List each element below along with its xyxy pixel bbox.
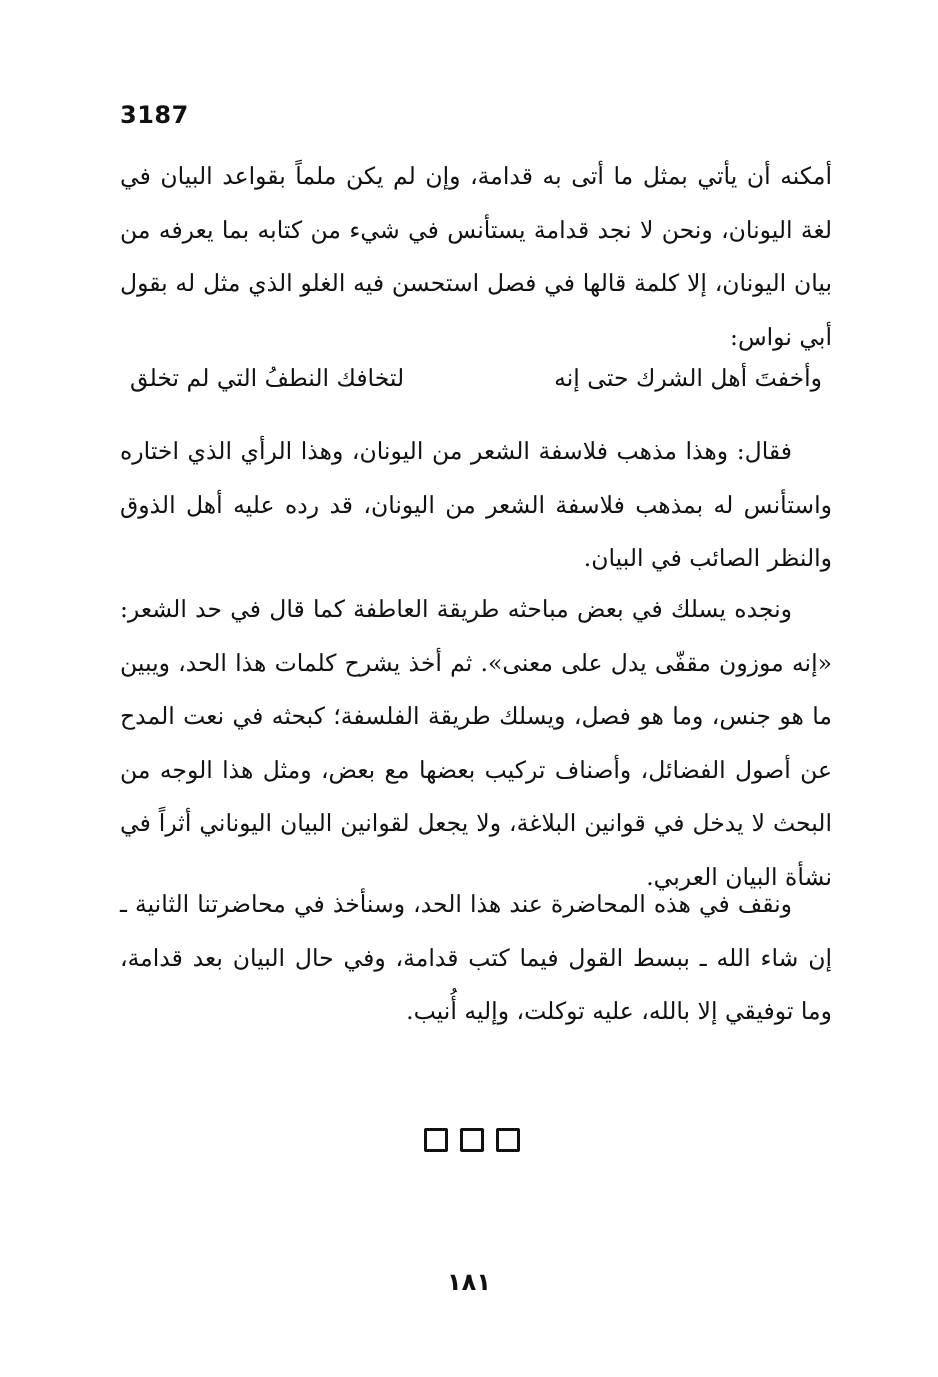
- square-ornament-icon: [460, 1128, 484, 1152]
- verse-second-hemistich: لتخافك النطفُ التي لم تخلق: [130, 364, 405, 392]
- verse-first-hemistich: وأخفتَ أهل الشرك حتى إنه: [554, 364, 822, 392]
- page-id: 3187: [120, 101, 189, 129]
- square-ornament-icon: [424, 1128, 448, 1152]
- paragraph: فقال: وهذا مذهب فلاسفة الشعر من اليونان، وهذا الرأي الذي اختاره واستأنس له بمذهب فلاسفة الشعر من اليونان، قد رده عليه أهل الذوق والنظر الصائب في البيان.: [120, 437, 832, 572]
- paragraph: ونقف في هذه المحاضرة عند هذا الحد، وسنأخذ في محاضرتنا الثانية ـ إن شاء الله ـ ببسط القول فيما كتب قدامة، وفي حال البيان بعد قدامة، وما توفيقي إلا بالله، عليه توكلت، وإليه أُنيب.: [120, 890, 832, 1025]
- paragraph: أمكنه أن يأتي بمثل ما أتى به قدامة، وإن لم يكن ملماً بقواعد البيان في لغة اليونان، ونحن لا نجد قدامة يستأنس في شيء من كتابه بما يعرفه من بيان اليونان، إلا كلمة قالها في فصل استحسن فيه الغلو الذي مثل له بقول أبي نواس:: [120, 162, 832, 351]
- section-end-ornament: [424, 1128, 520, 1152]
- paragraph: ونجده يسلك في بعض مباحثه طريقة العاطفة كما قال في حد الشعر: «إنه موزون مقفّى يدل على معنى». ثم أخذ يشرح كلمات هذا الحد، ويبين ما هو جنس، وما هو فصل، ويسلك طريقة الفلسفة؛ كبحثه في نعت المدح عن أصول الفضائل، وأصناف تركيب بعضها مع بعض، ومثل هذا الوجه من البحث لا يدخل في قوانين البلاغة، ولا يجعل لقوانين البيان اليوناني أثراً في نشأة البيان العربي.: [120, 595, 832, 891]
- square-ornament-icon: [496, 1128, 520, 1152]
- poetry-verse: [120, 364, 832, 414]
- page-number: ١٨١: [447, 1268, 491, 1296]
